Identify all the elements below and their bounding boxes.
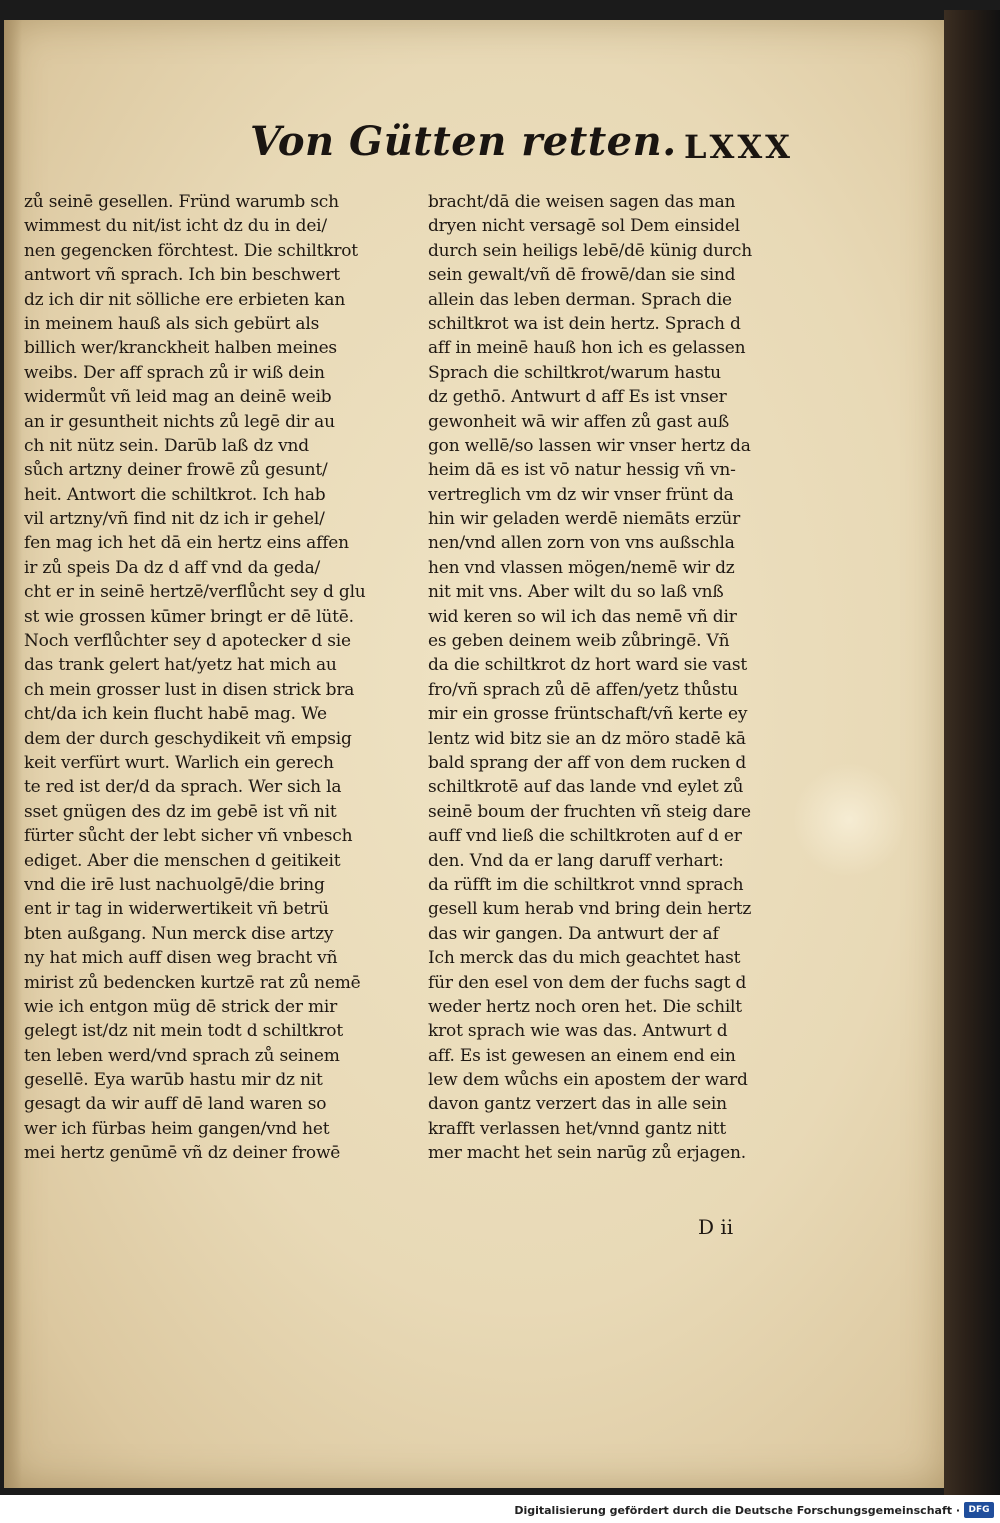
text-line: keit verfürt wurt. Warlich ein gerech bbox=[24, 752, 334, 773]
text-line: fürter sůcht der lebt sicher vñ vnbesch bbox=[24, 826, 353, 847]
text-line: dem der durch geschydikeit vñ empsig bbox=[24, 728, 352, 749]
text-line: wer ich fürbas heim gangen/vnd het bbox=[24, 1118, 330, 1139]
text-line: für den esel von dem der fuchs sagt d bbox=[428, 972, 747, 993]
text-line: gon wellē/so lassen wir vnser hertz da bbox=[428, 435, 751, 456]
text-line: sůch artzny deiner frowē zů gesunt/ bbox=[24, 460, 328, 481]
text-line: cht/da ich kein flucht habē mag. We bbox=[24, 704, 327, 725]
text-line: krafft verlassen het/vnnd gantz nitt bbox=[428, 1118, 726, 1139]
text-line: mirist zů bedencken kurtzē rat zů nemē bbox=[24, 972, 361, 993]
text-line: sset gnügen des dz im gebē ist vñ nit bbox=[24, 801, 337, 822]
page-gutter-shadow bbox=[4, 20, 22, 1488]
text-line: hen vnd vlassen mögen/nemē wir dz bbox=[428, 557, 735, 578]
text-line: widermůt vñ leid mag an deinē weib bbox=[24, 387, 332, 408]
text-line: allein das leben derman. Sprach die bbox=[428, 289, 732, 310]
text-line: ch nit nütz sein. Darūb laß dz vnd bbox=[24, 435, 309, 456]
text-line: ediget. Aber die menschen d geitikeit bbox=[24, 850, 341, 871]
digitization-credit: Digitalisierung gefördert durch die Deutsche Forschungsgemeinschaft · bbox=[514, 1504, 960, 1517]
text-line: billich wer/kranckheit halben meines bbox=[24, 338, 337, 359]
dfg-logo: DFG bbox=[964, 1502, 994, 1518]
text-line: vertreglich vm dz wir vnser frünt da bbox=[428, 484, 734, 505]
text-line: da rüfft im die schiltkrot vnnd sprach bbox=[428, 874, 744, 895]
text-line: bracht/dā die weisen sagen das man bbox=[428, 192, 736, 212]
text-line: seinē boum der fruchten vñ steig dare bbox=[428, 801, 751, 822]
text-line: te red ist der/d da sprach. Wer sich la bbox=[24, 777, 342, 798]
book-edge bbox=[944, 10, 1000, 1495]
text-line: das trank gelert hat/yetz hat mich au bbox=[24, 655, 337, 676]
text-line: lew dem wůchs ein apostem der ward bbox=[428, 1070, 748, 1091]
text-line: mer macht het sein narūg zů erjagen. bbox=[428, 1143, 746, 1164]
text-line: ir zů speis Da dz d aff vnd da geda/ bbox=[24, 557, 321, 578]
folio-number: LXXX bbox=[684, 128, 793, 166]
text-line: davon gantz verzert das in alle sein bbox=[428, 1094, 727, 1115]
text-line: hin wir geladen werdē niemāts erzür bbox=[428, 509, 741, 530]
text-line: gelegt ist/dz nit mein todt d schiltkrot bbox=[24, 1021, 343, 1042]
signature-mark: D ii bbox=[698, 1215, 734, 1239]
text-line: heim dā es ist vō natur hessig vñ vn- bbox=[428, 460, 736, 481]
running-head-title: Von Gütten retten. bbox=[250, 118, 677, 165]
text-line: nen/vnd allen zorn von vns außschla bbox=[428, 533, 735, 554]
text-line: durch sein heiligs lebē/dē künig durch bbox=[428, 240, 752, 261]
text-line: das wir gangen. Da antwurt der af bbox=[428, 923, 719, 944]
text-line: schiltkrotē auf das lande vnd eylet zů bbox=[428, 777, 744, 798]
text-line: lentz wid bitz sie an dz möro stadē kā bbox=[428, 728, 746, 749]
text-line: wimmest du nit/ist icht dz du in dei/ bbox=[24, 216, 327, 237]
text-line: krot sprach wie was das. Antwurt d bbox=[428, 1021, 728, 1042]
text-line: bald sprang der aff von dem rucken d bbox=[428, 752, 747, 773]
text-line: Ich merck das du mich geachtet hast bbox=[428, 948, 741, 969]
text-line: an ir gesuntheit nichts zů legē dir au bbox=[24, 411, 335, 432]
text-line: auff vnd ließ die schiltkroten auf d er bbox=[428, 826, 742, 847]
paper-stain bbox=[794, 760, 904, 880]
text-line: in meinem hauß als sich gebürt als bbox=[24, 313, 320, 334]
text-line: mir ein grosse früntschaft/vñ kerte ey bbox=[428, 704, 748, 725]
text-line: weder hertz noch oren het. Die schilt bbox=[428, 996, 742, 1017]
text-line: dryen nicht versagē sol Dem einsidel bbox=[428, 216, 740, 237]
text-line: aff in meinē hauß hon ich es gelassen bbox=[428, 338, 746, 359]
text-line: fen mag ich het dā ein hertz eins affen bbox=[24, 533, 349, 554]
text-line: schiltkrot wa ist dein hertz. Sprach d bbox=[428, 313, 741, 334]
text-line: Noch verflůchter sey d apotecker d sie bbox=[24, 631, 351, 652]
text-line: es geben deinem weib zůbringē. Vñ bbox=[428, 631, 730, 652]
text-line: bten außgang. Nun merck dise artzy bbox=[24, 923, 334, 944]
text-line: da die schiltkrot dz hort ward sie vast bbox=[428, 655, 748, 676]
text-line: nen gegencken förchtest. Die schiltkrot bbox=[24, 240, 358, 261]
text-line: den. Vnd da er lang daruff verhart: bbox=[428, 850, 724, 871]
text-line: dz ich dir nit sölliche ere erbieten kan bbox=[24, 289, 346, 310]
text-line: cht er in seinē hertzē/verflůcht sey d glu bbox=[24, 582, 366, 603]
text-line: ent ir tag in widerwertikeit vñ betrü bbox=[24, 899, 329, 920]
book-page bbox=[4, 20, 944, 1488]
text-line: vil artzny/vñ find nit dz ich ir gehel/ bbox=[24, 509, 325, 530]
text-line: dz gethō. Antwurt d aff Es ist vnser bbox=[428, 387, 727, 408]
text-line: ch mein grosser lust in disen strick bra bbox=[24, 679, 355, 700]
text-line: wid keren so wil ich das nemē vñ dir bbox=[428, 606, 737, 627]
left-text-column bbox=[24, 190, 396, 1166]
text-line: vnd die irē lust nachuolgē/die bring bbox=[24, 874, 325, 895]
text-line: gesell kum herab vnd bring dein hertz bbox=[428, 899, 752, 920]
text-line: zů seinē gesellen. Fründ warumb sch bbox=[24, 192, 339, 212]
text-line: wie ich entgon müg dē strick der mir bbox=[24, 996, 338, 1017]
text-line: weibs. Der aff sprach zů ir wiß dein bbox=[24, 362, 325, 383]
right-text-column bbox=[428, 190, 800, 1166]
text-line: ten leben werd/vnd sprach zů seinem bbox=[24, 1045, 340, 1066]
text-line: antwort vñ sprach. Ich bin beschwert bbox=[24, 265, 340, 286]
text-line: aff. Es ist gewesen an einem end ein bbox=[428, 1045, 736, 1066]
text-line: sein gewalt/vñ dē frowē/dan sie sind bbox=[428, 265, 736, 286]
text-line: gewonheit wā wir affen zů gast auß bbox=[428, 411, 730, 432]
text-line: nit mit vns. Aber wilt du so laß vnß bbox=[428, 582, 724, 603]
text-line: gesellē. Eya warūb hastu mir dz nit bbox=[24, 1070, 323, 1091]
text-line: st wie grossen kūmer bringt er dē lütē. bbox=[24, 606, 354, 627]
text-line: ny hat mich auff disen weg bracht vñ bbox=[24, 948, 338, 969]
text-line: mei hertz genūmē vñ dz deiner frowē bbox=[24, 1143, 341, 1164]
text-line: Sprach die schiltkrot/warum hastu bbox=[428, 362, 721, 383]
text-line: fro/vñ sprach zů dē affen/yetz thůstu bbox=[428, 679, 738, 700]
text-line: gesagt da wir auff dē land waren so bbox=[24, 1094, 327, 1115]
text-line: heit. Antwort die schiltkrot. Ich hab bbox=[24, 484, 326, 505]
